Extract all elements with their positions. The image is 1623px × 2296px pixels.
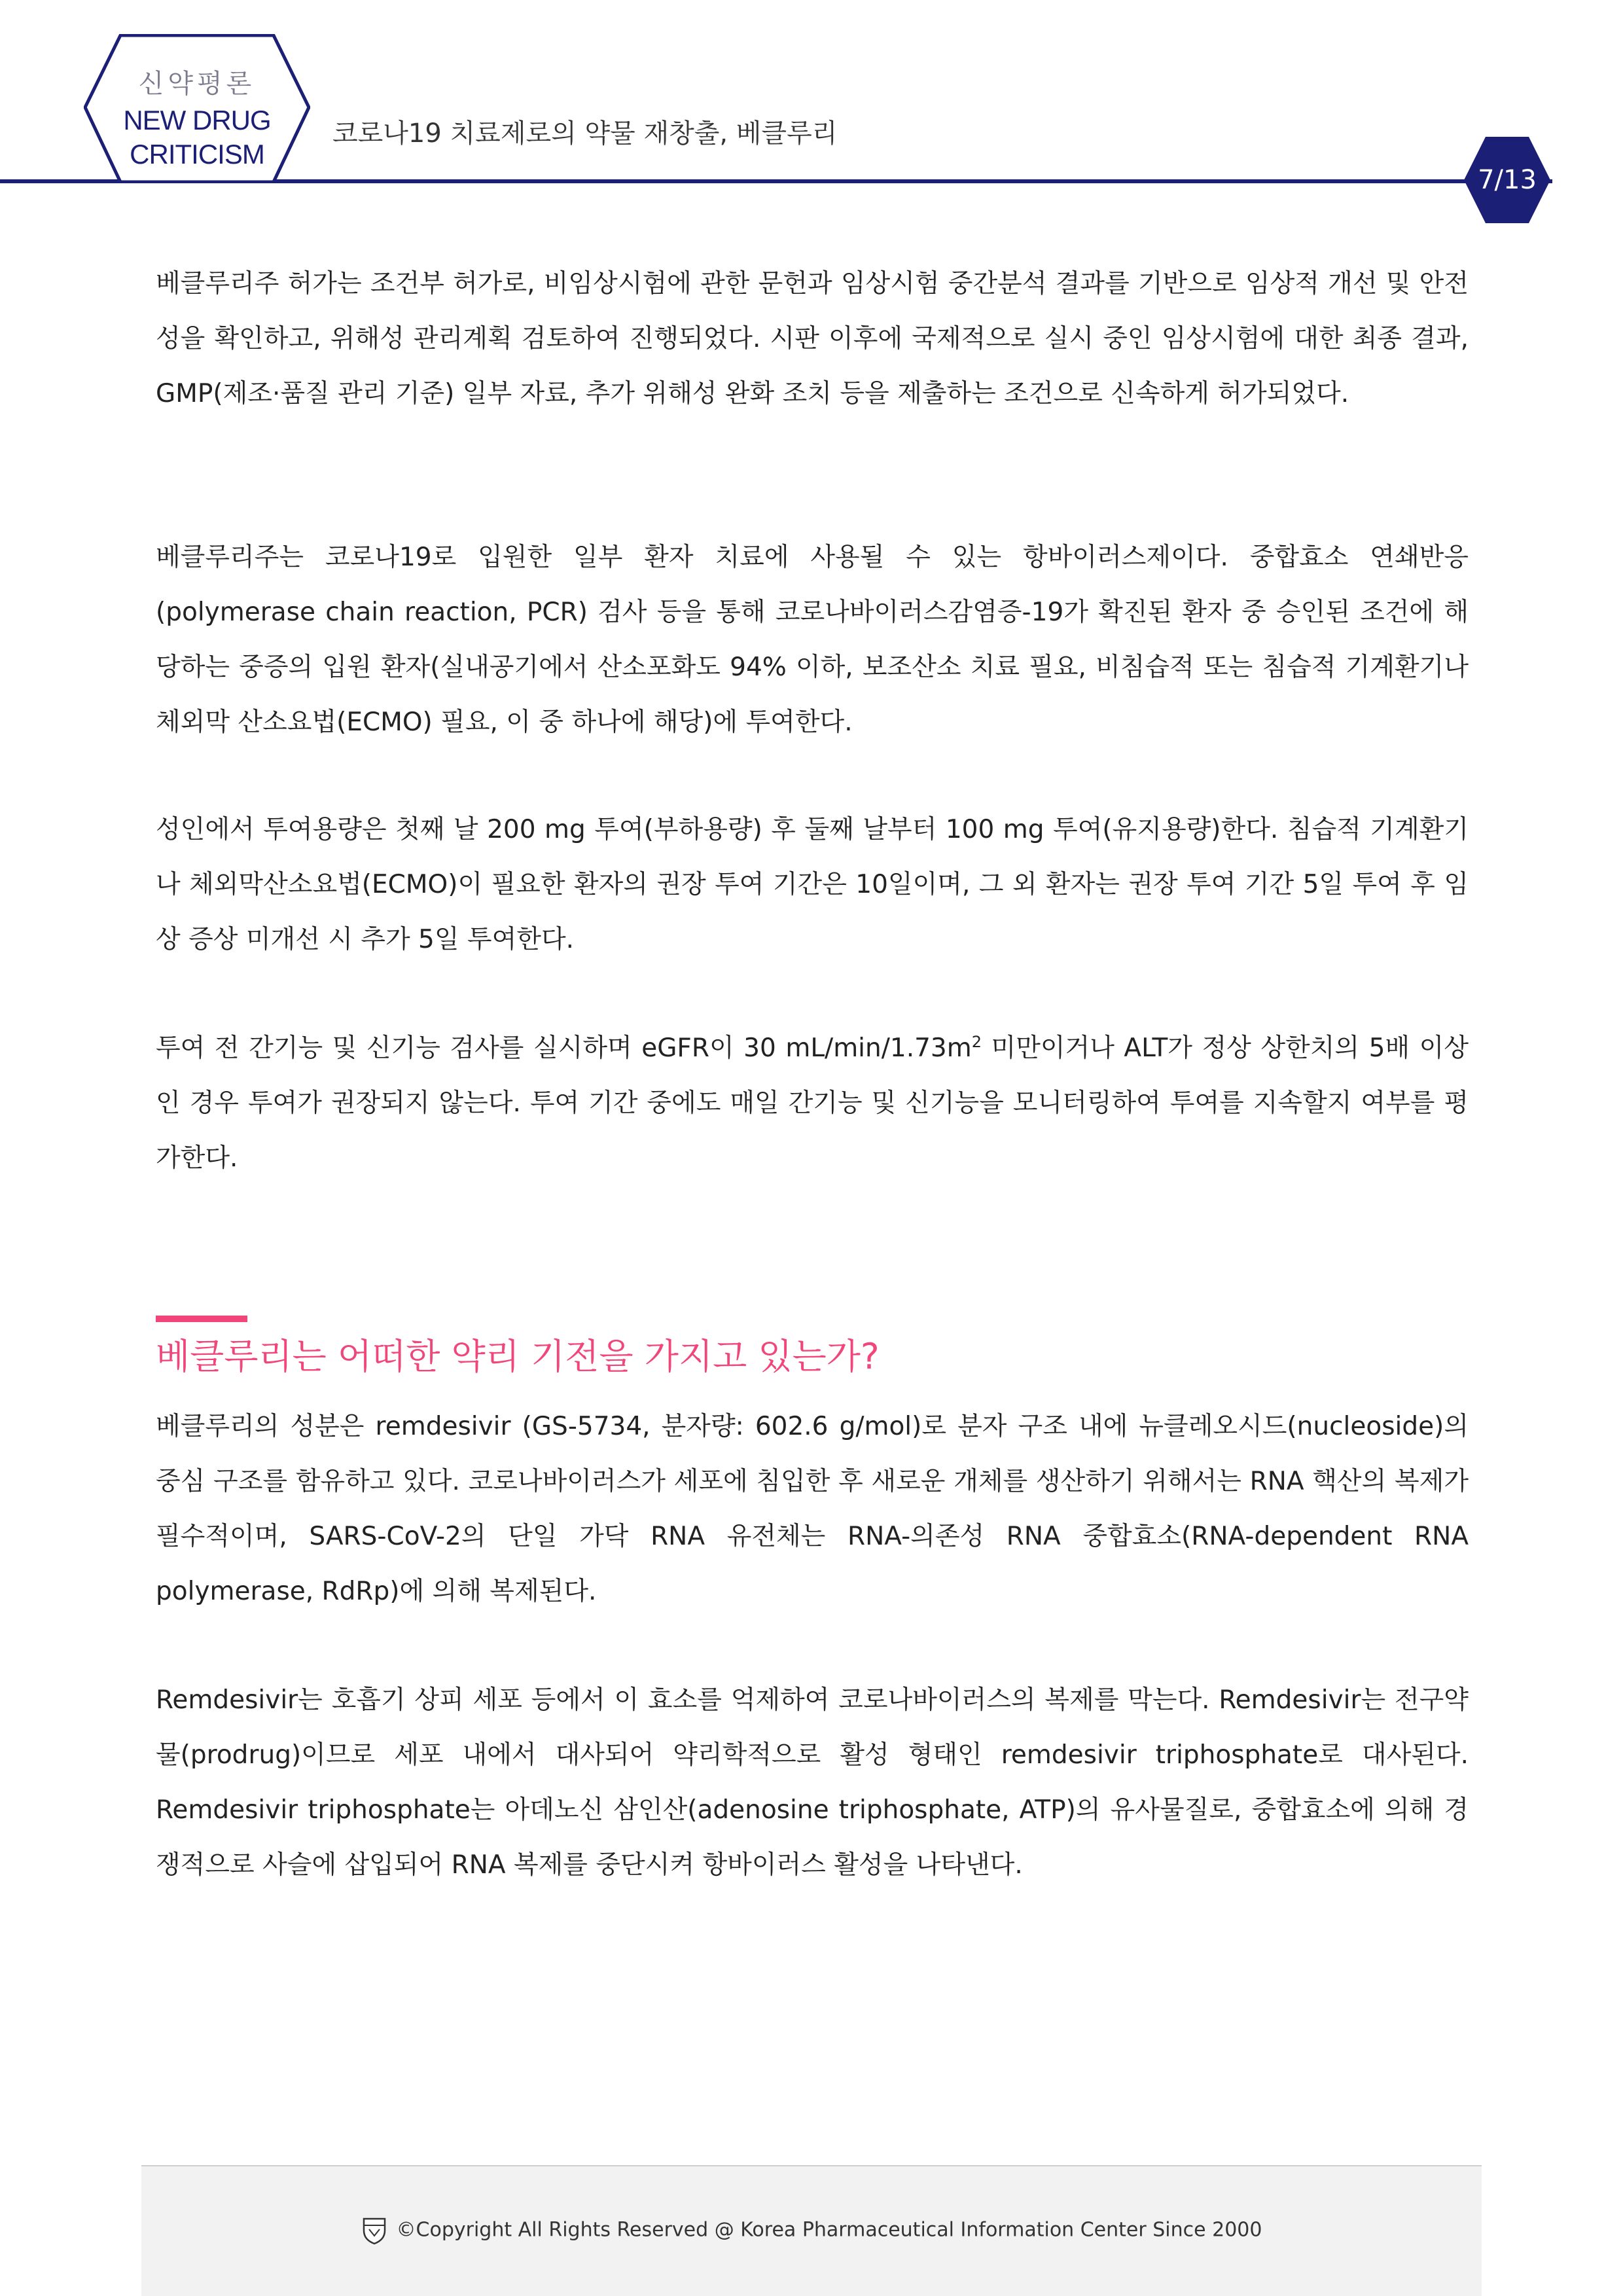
logo-english-line2: CRITICISM (130, 139, 264, 170)
section-title: 베클루리는 어떠한 약리 기전을 가지고 있는가? (156, 1336, 880, 1377)
document-title: 코로나19 치료제로의 약물 재창출, 베클루리 (332, 118, 838, 149)
page-footer (141, 2165, 1482, 2296)
copyright-text: ©Copyright All Rights Reserved @ Korea Pharmaceutical Information Center Since 2000 (396, 2218, 1262, 2242)
paragraph-monitoring (156, 1021, 1469, 1186)
page-number: 7/13 (1478, 165, 1537, 195)
paragraph-monitoring-part1: 투여 전 간기능 및 신기능 검사를 실시하며 eGFR이 30 mL/min/1.73m (156, 1033, 972, 1063)
paragraph-approval: 베클루리주 허가는 조건부 허가로, 비임상시험에 관한 문헌과 임상시험 중간분석 결과를 기반으로 임상적 개선 및 안전성을 확인하고, 위해성 관리계획 검토하여 진행되었다. 시판 이후에 국제적으로 실시 중인 임상시험에 대한 최종 결과, GMP(제조·품질 관리 기준) 일부 자료, 추가 위해성 완화 조치 등을 제출하는 조건으로 신속하게 허가되었다. (156, 269, 1469, 408)
logo-english-line1: NEW DRUG (123, 105, 271, 135)
superscript-2: 2 (971, 1033, 982, 1051)
logo-korean-title: 신약평론 (138, 69, 256, 99)
footer-content (141, 2216, 1482, 2245)
paragraph-indication: 베클루리주는 코로나19로 입원한 일부 환자 치료에 사용될 수 있는 항바이러스제이다. 중합효소 연쇄반응(polymerase chain reaction, PCR) 검사 등을 통해 코로나바이러스감염증-19가 확진된 환자 중 승인된 조건에 해당하는 중증의 입원 환자(실내공기에서 산소포화도 94% 이하, 보조산소 치료 필요, 비침습적 또는 침습적 기계환기나 체외막 산소요법(ECMO) 필요, 이 중 하나에 해당)에 투여한다. (156, 543, 1469, 737)
paragraph-composition: 베클루리의 성분은 remdesivir (GS-5734, 분자량: 602.6 g/mol)로 분자 구조 내에 뉴클레오시드(nucleoside)의 중심 구조를 함유하고 있다. 코로나바이러스가 세포에 침입한 후 새로운 개체를 생산하기 위해서는 RNA 핵산의 복제가 필수적이며, SARS-CoV-2의 단일 가닥 RNA 유전체는 RNA-의존성 RNA 중합효소(RNA-dependent RNA polymerase, RdRp)에 의해 복제된다. (156, 1412, 1469, 1606)
page-indicator-badge (1462, 135, 1552, 225)
paragraph-dosage: 성인에서 투여용량은 첫째 날 200 mg 투여(부하용량) 후 둘째 날부터 100 mg 투여(유지용량)한다. 침습적 기계환기나 체외막산소요법(ECMO)이 필요한 환자의 권장 투여 기간은 10일이며, 그 외 환자는 권장 투여 기간 5일 투여 후 임상 증상 미개선 시 추가 5일 투여한다. (156, 815, 1469, 954)
publication-logo (84, 34, 310, 183)
section-accent-bar (156, 1316, 247, 1322)
paragraph-monitoring-part2: 미만이거나 ALT가 정상 상한치의 5배 이상인 경우 투여가 권장되지 않는다. 투여 기간 중에도 매일 간기능 및 신기능을 모니터링하여 투여를 지속할지 여부를 평가한다. (156, 1033, 1469, 1173)
shield-emblem-icon (361, 2216, 387, 2245)
paragraph-mechanism: Remdesivir는 호흡기 상피 세포 등에서 이 효소를 억제하여 코로나바이러스의 복제를 막는다. Remdesivir는 전구약물(prodrug)이므로 세포 내에서 대사되어 약리학적으로 활성 형태인 remdesivir triphosphate로 대사된다. Remdesivir triphosphate는 아데노신 삼인산(adenosine triphosphate, ATP)의 유사물질로, 중합효소에 의해 경쟁적으로 사슬에 삽입되어 RNA 복제를 중단시켜 항바이러스 활성을 나타낸다. (156, 1685, 1469, 1880)
